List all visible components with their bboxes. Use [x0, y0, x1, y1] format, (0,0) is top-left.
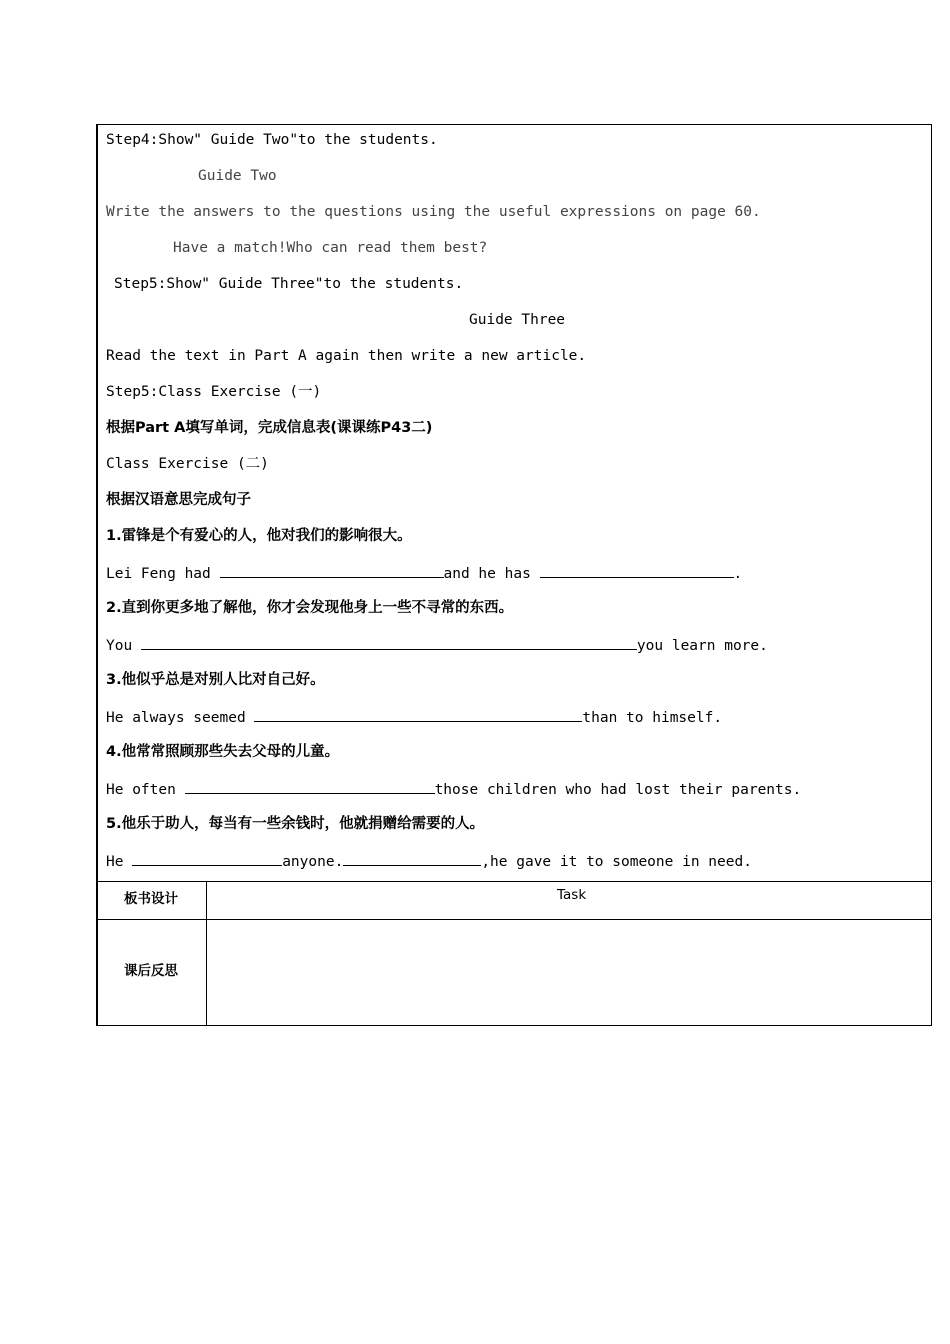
reflection-label: 课后反思: [124, 963, 178, 979]
procedure-section: [98, 125, 931, 881]
item-2-english: You you learn more.: [106, 635, 768, 655]
step4-line: Step4:Show" Guide Two"to the students.: [106, 132, 438, 148]
divider-board: [98, 881, 931, 882]
board-design-label: 板书设计: [124, 891, 178, 907]
class-exercise-2: Class Exercise (二): [106, 456, 269, 472]
class-exercise-1: Step5:Class Exercise (一): [106, 384, 322, 400]
item-5-blank-1[interactable]: [132, 851, 282, 866]
item-1-blank-2[interactable]: [540, 563, 734, 578]
board-design-value: Task: [557, 887, 587, 903]
item-3-english: He always seemed than to himself.: [106, 707, 722, 727]
item-5-chinese: 5.他乐于助人，每当有一些余钱时，他就捐赠给需要的人。: [106, 816, 485, 832]
reflection-cell[interactable]: [207, 920, 931, 1025]
step5-show-line: Step5:Show" Guide Three"to the students.: [114, 276, 464, 292]
lesson-plan-table: [96, 124, 932, 1026]
item-4-english: He often those children who had lost their parents.: [106, 779, 801, 799]
item-1-english: Lei Feng had and he has .: [106, 563, 742, 583]
guide-two-match: Have a match!Who can read them best?: [173, 240, 488, 256]
item-1-blank-1[interactable]: [220, 563, 444, 578]
class-exercise-2-instruction: 根据汉语意思完成句子: [106, 492, 251, 508]
class-exercise-1-instruction: 根据Part A填写单词，完成信息表(课课练P43二): [106, 420, 433, 436]
guide-three-title: Guide Three: [469, 312, 566, 328]
item-3-blank[interactable]: [254, 707, 582, 722]
item-2-blank[interactable]: [141, 635, 637, 650]
item-2-chinese: 2.直到你更多地了解他，你才会发现他身上一些不寻常的东西。: [106, 600, 514, 616]
guide-two-title: Guide Two: [198, 168, 277, 184]
item-1-chinese: 1.雷锋是个有爱心的人，他对我们的影响很大。: [106, 528, 412, 544]
item-4-blank[interactable]: [185, 779, 435, 794]
item-3-chinese: 3.他似乎总是对别人比对自己好。: [106, 672, 325, 688]
item-4-chinese: 4.他常常照顾那些失去父母的儿童。: [106, 744, 340, 760]
item-5-blank-2[interactable]: [343, 851, 481, 866]
guide-three-text: Read the text in Part A again then write a new article.: [106, 348, 587, 364]
guide-two-text: Write the answers to the questions using the useful expressions on page 60.: [106, 204, 761, 220]
item-5-english: He anyone. ,he gave it to someone in need.: [106, 851, 752, 871]
